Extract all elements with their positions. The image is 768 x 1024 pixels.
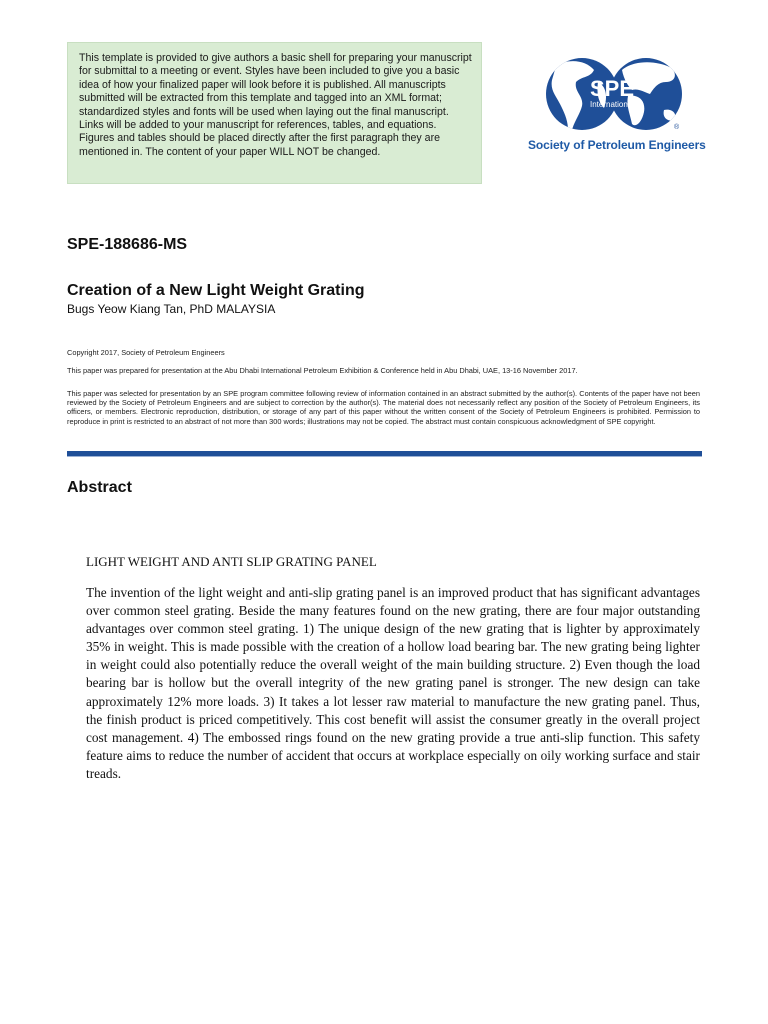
spe-logo xyxy=(528,52,704,162)
paper-title: Creation of a New Light Weight Grating xyxy=(67,282,365,299)
section-heading: LIGHT WEIGHT AND ANTI SLIP GRATING PANEL xyxy=(86,554,377,569)
presentation-notice: This paper was prepared for presentation at the Abu Dhabi International Petroleum Exhibition & Conference held in Abu Dhabi, UAE, 13-16 November 2017. xyxy=(67,366,578,375)
abstract-body: The invention of the light weight and anti-slip grating panel is an improved product that has significant advantages over common steel grating. Beside the many features found on the new grating, there are four major outstanding advantages over common steel grating. 1) The unique design of the new grating that is lighter by approximately 35% in weight. This is made possible with the creation of a hollow load bearing bar. The new grating being lighter in weight could also potentially reduce the overall weight of the main building structure. 2) Even though the load bearing bar is hollow but the overall integrity of the new grating panel is stronger. The new design can take approximately 12% more loads. 3) It takes a lot lesser raw material to manufacture the new grating panel. Thus, the finish product is priced competitively. This cost benefit will assist the consumer greatly in the overall project cost management. 4) The embossed rings found on the new grating provide a true anti-slip function. This safety feature aims to reduce the number of accident that occurs at workplace especially on oily working surface and stair treads. xyxy=(86,585,700,781)
selection-notice: This paper was selected for presentation by an SPE program committee following review of information contained in an abstract submitted by the author(s). Contents of the paper have not been reviewed by the Society of Petroleum Engineers and are subject to correction by the author(s). The material does not necessarily reflect any position of the Society of Petroleum Engineers, its officers, or members. Electronic reproduction, distribution, or storage of any part of this paper without the written consent of the Society of Petroleum Engineers is prohibited. Permission to reproduce in print is restricted to an abstract of not more than 300 words; illustrations may not be copied. The abstract must contain conspicuous acknowledgment of SPE copyright. xyxy=(67,389,700,426)
globe-icon xyxy=(546,52,686,136)
abstract-heading: Abstract xyxy=(67,479,132,496)
logo-acronym: SPE xyxy=(589,76,635,101)
header-rule xyxy=(67,451,702,457)
template-notice-text: This template is provided to give authors a basic shell for preparing your manuscript for submittal to a meeting or event. Styles have been included to give you a basic idea of how your finalized paper will look before it is published. All manuscripts submitted will be extracted from this template and tagged into an XML format; standardized styles and fonts will be used when laying out the final manuscript. Links will be added to your manuscript for references, tables, and equations. Figures and tables should be placed directly after the first paragraph they are mentioned in. The content of your paper WILL NOT be changed. xyxy=(79,52,472,158)
registered-mark: ® xyxy=(674,124,680,131)
template-notice-box xyxy=(67,42,482,184)
copyright-notice: Copyright 2017, Society of Petroleum Engineers xyxy=(67,348,225,357)
logo-subtitle: International xyxy=(589,100,635,109)
paper-id: SPE-188686-MS xyxy=(67,236,188,253)
author-line: Bugs Yeow Kiang Tan, PhD MALAYSIA xyxy=(67,302,276,316)
organization-name: Society of Petroleum Engineers xyxy=(528,138,706,152)
